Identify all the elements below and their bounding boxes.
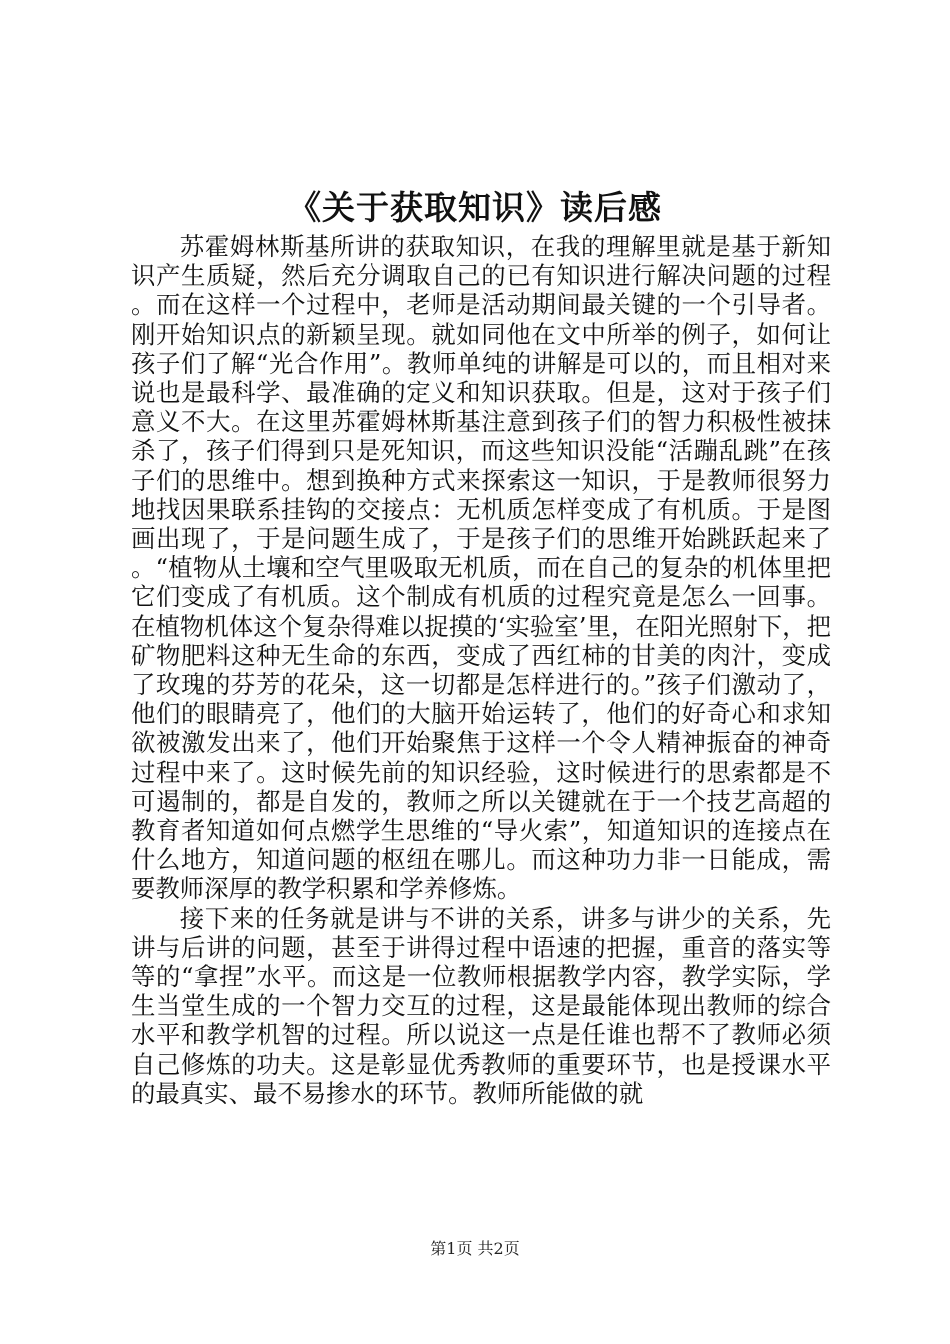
document-title: 《关于获取知识》读后感: [288, 188, 662, 227]
body-paragraph-2: 接下来的任务就是讲与不讲的关系，讲多与讲少的关系，先讲与后讲的问题，甚至于讲得过程中语速的把握，重音的落实等等的“拿捏”水平。而这是一位教师根据教学内容，教学实际，学生当堂生成的一个智力交互的过程，这是最能体现出教师的综合水平和教学机智的过程。所以说这一点是任谁也帮不了教师必须自己修炼的功夫。这是彰显优秀教师的重要环节，也是授课水平的最真实、最不易掺水的环节。教师所能做的就: [131, 903, 831, 1108]
page-number-footer: 第1页 共2页: [430, 1239, 520, 1258]
document-body: [131, 232, 831, 1108]
body-paragraph-1: 苏霍姆林斯基所讲的获取知识，在我的理解里就是基于新知识产生质疑，然后充分调取自己的已有知识进行解决问题的过程。而在这样一个过程中，老师是活动期间最关键的一个引导者。刚开始知识点的新颖呈现。就如同他在文中所举的例子，如何让孩子们了解“光合作用”。教师单纯的讲解是可以的，而且相对来说也是最科学、最准确的定义和知识获取。但是，这对于孩子们意义不大。在这里苏霍姆林斯基注意到孩子们的智力积极性被抹杀了，孩子们得到只是死知识，而这些知识没能“活蹦乱跳”在孩子们的思维中。想到换种方式来探索这一知识，于是教师很努力地找因果联系挂钩的交接点：无机质怎样变成了有机质。于是图画出现了，于是问题生成了，于是孩子们的思维开始跳跃起来了。“植物从土壤和空气里吸取无机质，而在自己的复杂的机体里把它们变成了有机质。这个制成有机质的过程究竟是怎么一回事。在植物机体这个复杂得难以捉摸的‘实验室’里，在阳光照射下，把矿物肥料这种无生命的东西，变成了西红柿的甘美的肉汁，变成了玫瑰的芬芳的花朵，这一切都是怎样进行的。”孩子们激动了，他们的眼睛亮了，他们的大脑开始运转了，他们的好奇心和求知欲被激发出来了，他们开始聚焦于这样一个令人精神振奋的神奇过程中来了。这时候先前的知识经验，这时候进行的思索都是不可遏制的，都是自发的，教师之所以关键就在于一个技艺高超的教育者知道如何点燃学生思维的“导火索”，知道知识的连接点在什么地方，知道问题的枢纽在哪儿。而这种功力非一日能成，需要教师深厚的教学积累和学养修炼。: [131, 232, 831, 904]
